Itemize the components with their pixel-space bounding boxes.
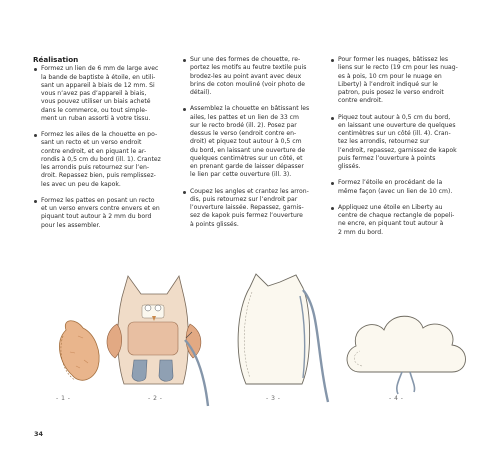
text-line: Formez l’étoile en procédant de la	[338, 179, 443, 187]
text-line: dis, puis retournez sur l’endroit par	[190, 195, 298, 203]
text-line: Appliquez une étoile en Liberty au	[338, 203, 443, 211]
text-line: patron, puis posez le verso endroit	[338, 89, 444, 96]
text-line: dessus le verso (endroit contre en-	[190, 130, 297, 137]
text-line: ment un ruban assorti à votre tissu.	[41, 114, 151, 122]
text-line: en laissant une ouverture de quelques	[338, 121, 456, 129]
text-line: le lien par cette ouverture (ill. 3).	[190, 171, 292, 179]
figure-caption-1: - 1 -	[56, 395, 71, 402]
text-line: vous n’avez pas d’appareil à biais,	[41, 90, 147, 97]
text-line: droit. Repassez bien, puis remplissez-	[41, 172, 156, 180]
text-line: tez les arrondis, retournez sur	[338, 138, 430, 146]
text-line: l’endroit, repassez, garnissez de kapok	[338, 146, 457, 154]
figure-caption-2: - 2 -	[148, 395, 163, 402]
text-line: sant un recto et un verso endroit	[41, 139, 142, 147]
text-line: même façon (avec un lien de 10 cm).	[338, 187, 453, 195]
page-number: 34	[34, 430, 44, 438]
text-line: Liberty) à l’endroit indiqué sur le	[338, 80, 438, 88]
text-line: ne encre, en piquant tout autour à	[338, 220, 444, 228]
text-line: et un verso envers contre envers et en	[41, 205, 160, 212]
text-line: rondis à 0,5 cm du bord (ill. 1). Crantez	[41, 155, 161, 163]
text-line: 2 mm du bord.	[338, 228, 384, 236]
text-line: liens sur le recto (19 cm pour les nuag-	[338, 64, 458, 72]
illustration-4-cloud	[347, 316, 465, 394]
text-line: Formez les pattes en posant un recto	[41, 196, 155, 204]
text-line: droit) et piquez tout autour à 0,5 cm	[190, 138, 302, 146]
text-line: glissés.	[338, 163, 361, 170]
section-heading: Réalisation	[33, 55, 79, 64]
figure-caption-4: - 4 -	[389, 395, 404, 402]
text-line: sant un appareil à biais de 12 mm. Si	[41, 81, 155, 89]
text-line: la bande de baptiste à étoile, en utili-	[41, 73, 156, 81]
text-line: contre endroit, et en piquant le ar-	[41, 147, 147, 155]
text-line: dans le commerce, ou tout simple-	[41, 106, 148, 114]
text-line: les avec un peu de kapok.	[41, 180, 121, 188]
figure-caption-3: - 3 -	[266, 395, 281, 402]
text-line: Formez un lien de 6 mm de large avec	[41, 65, 159, 73]
text-line: ailes, les pattes et un lien de 33 cm	[190, 113, 299, 121]
illustration-1-wing	[59, 321, 99, 381]
text-line: pour les assembler.	[41, 221, 101, 229]
text-line: en prenant garde de laisser dépasser	[190, 163, 304, 170]
text-line: détail).	[190, 89, 212, 96]
text-line: Assemblez la chouette en bâtissant les	[190, 105, 310, 113]
text-line: brodez-les au point avant avec deux	[190, 72, 302, 80]
text-line: puis fermez l’ouverture à points	[338, 154, 436, 162]
text-line: du bord, en laissant une ouverture de	[190, 146, 306, 154]
text-line: portez les motifs au feutre textile puis	[190, 64, 307, 72]
text-line: sez de kapok puis fermez l’ouverture	[190, 212, 303, 220]
text-line: l’ouverture laissée. Repassez, garnis-	[190, 204, 304, 211]
text-line: Sur une des formes de chouette, re-	[190, 56, 301, 63]
text-line: quelques centimètres sur un côté, et	[190, 154, 303, 162]
text-line: sur le recto brodé (ill. 2). Posez par	[190, 121, 297, 129]
text-line: piquant tout autour à 2 mm du bord	[41, 213, 152, 221]
illustration-3-owl-back	[238, 274, 328, 402]
text-line: Formez les ailes de la chouette en po-	[41, 131, 158, 138]
illustration-2-owl-assembly	[107, 276, 208, 406]
text-line: vous pouvez utiliser un biais acheté	[41, 98, 151, 106]
text-line: Pour former les nuages, bâtissez les	[338, 56, 449, 63]
text-line: Piquez tout autour à 0,5 cm du bord,	[338, 113, 451, 121]
text-line: centre de chaque rectangle de popeli-	[338, 212, 455, 219]
text-line: à points glissés.	[190, 220, 239, 228]
text-line: les arrondis puis retournez sur l’en-	[41, 164, 150, 171]
text-line: brins de coton mouliné (voir photo de	[190, 80, 306, 88]
text-line: centimètres sur un côté (ill. 4). Cran-	[338, 130, 451, 137]
text-line: contre endroit.	[338, 97, 383, 105]
text-line: es à pois, 10 cm pour le nuage en	[338, 72, 442, 80]
text-line: Coupez les angles et crantez les arron-	[190, 187, 309, 195]
